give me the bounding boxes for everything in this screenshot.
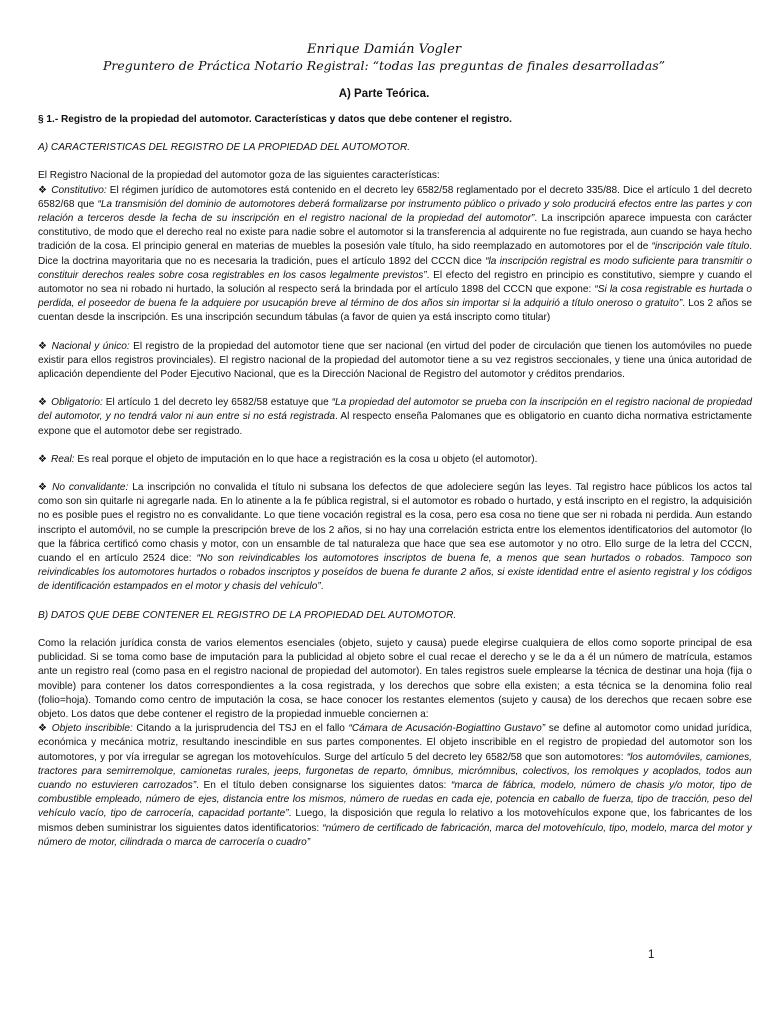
item-quote: “La transmisión del dominio de automotores deberá formalizarse por instrumento público o privado y solo producirá efectos entre las partes y con relación a terceros desde la fecha de su inscripción en el registro nacional de la propiedad del automotor” bbox=[38, 198, 752, 225]
item-text: . Luego, la disposición que regula lo relativo a los motovehículos expone que, los fabricantes de los mismos deben suministrar los siguientes datos identificatorios: bbox=[38, 808, 752, 834]
subsection-b-intro: Como la relación jurídica consta de varios elementos esenciales (objeto, sujeto y causa) puede elegirse cualquiera de ellos como soporte principal de esa publicidad. Si se toma como base de imputación para la publicidad al objeto sobre el cual recae el derecho y se le da a él un número de matrícula, estamos ante un registro real (como pasa en el registro nacional de propiedad del automotor). En tales registros suele emplearse la técnica de destinar una hoja (fija o movible) para contener los datos correspondientes a la cosa registrada, y los derechos que sobre ella existen; a esta técnica se la denomina folio real (folio=hoja). Tomando como centro de imputación la cosa, se hace conocer los restantes elementos (sujeto y causa) de los derechos que recaen sobre ese objeto. Los datos que debe contener el registro de la propiedad inmueble conciernen a: bbox=[38, 637, 752, 720]
item-quote: “No son reivindicables los automotores inscriptos de buena fe, a menos que sean hurtados o robados. Tampoco son reivindicables los automotores hurtados o robados inscriptos y poseídos de buena fe durante 2 años, si existe identidad entre el asiento registral y los códigos de identificación estampados en el motor y chasis del vehículo” bbox=[38, 553, 752, 593]
item-quote: “Si la cosa registrable es hurtada o perdida, el poseedor de buena fe la adquiere por usucapión breve al término de dos años sin importar si la adquirió a título oneroso o gratuito” bbox=[38, 284, 753, 310]
item-text: La inscripción no convalida el título ni subsana los defectos de que adoleciere según las leyes. Tal registro hace públicos los actos tal como son sin quitarle ni agregarle nada. En lo atinente a la fe pública registral, si el automotor es robado o hurtado, y está inscripto en el registro, la adquisición no es posible pues el registro no es convalidante. Lo que tiene vocación registral es la cosa, pero esa cosa no tiene que ser ni robada ni perdida. Aun estando inscripto el automóvil, no se cumple la prescripción breve de los 2 años, si no hay una correlación estricta entre los elementos identificatorios del automotor (lo que la fábrica certificó como chasis y motor, con un ensamble de tal naturaleza que hace que sea ese automotor y no otro. Ello surge de la letra del CCCN, cuando el en artículo 2524 dice: bbox=[38, 482, 752, 565]
item-text: se define al automotor como unidad jurídica, económica y mecánica motriz, resultando inescindible en sus partes componentes. El objeto inscribible en el registro de propiedad del automotor son los automotores, y por vía irregular se agregan los motovehículos. Surge del artículo 5 del decreto ley 6582/58 que son automotores: bbox=[38, 723, 753, 763]
bullet-diamond-icon: ❖ bbox=[38, 397, 48, 409]
list-item-obligatorio bbox=[38, 396, 752, 439]
item-term: Objeto inscribible: bbox=[51, 723, 133, 735]
bullet-diamond-icon: ❖ bbox=[38, 340, 48, 352]
item-quote: “la inscripción registral es modo suficiente para transmitir o constituir derechos reales sobre cosa registrables en los casos legalmente previstos” bbox=[38, 255, 752, 281]
item-text: . Dice la doctrina mayoritaria que no es necesaria la tradición, pues el artículo 1892 del CCCN dice bbox=[38, 241, 753, 267]
subsection-b-title: B) DATOS QUE DEBE CONTENER EL REGISTRO DE LA PROPIEDAD DEL AUTOMOTOR. bbox=[38, 609, 457, 621]
item-quote: “Cámara de Acusación-Bogiattino Gustavo” bbox=[348, 723, 546, 735]
item-term: Real: bbox=[50, 453, 75, 465]
bullet-diamond-icon: ❖ bbox=[38, 723, 48, 735]
item-text: . Los 2 años se cuentan desde la inscripción. Es una inscripción secundum tábulas (a favor de quien ya está inscripto como titular) bbox=[38, 298, 752, 324]
item-quote: “marca de fábrica, modelo, número de chasis y/o motor, tipo de combustible empleado, número de ejes, distancia entre los mismos, número de ruedas en cada eje, potencia en caballo de fuerza, tipo de tracción, peso del vehículo vacío, tipo de carrocería, capacidad portante” bbox=[38, 779, 752, 820]
item-term: Nacional y único: bbox=[51, 340, 130, 352]
item-term: Constitutivo: bbox=[51, 184, 107, 196]
document-subtitle: Preguntero de Práctica Notario Registral: “todas las preguntas de finales desarrolladas” bbox=[102, 58, 666, 73]
item-text: El régimen jurídico de automotores está contenido en el decreto ley 6582/58 reglamentado por el decreto 335/88. Dice el artículo 1 del decreto 6582/68 que bbox=[38, 184, 752, 210]
part-heading: A) Parte Teórica. bbox=[338, 88, 430, 100]
item-term: Obligatorio: bbox=[51, 397, 103, 409]
subsection-a-title: A) CARACTERISTICAS DEL REGISTRO DE LA PROPIEDAD DEL AUTOMOTOR. bbox=[38, 142, 411, 154]
item-text: . bbox=[320, 581, 324, 593]
item-text: El artículo 1 del decreto ley 6582/58 estatuye que bbox=[102, 397, 332, 409]
item-text: . El efecto del registro en principio es constitutivo, siempre y cuando el automotor no sea ni robado ni hurtado, la solución al respecto será la brindada por el artículo 1898 del CCCN que expone: bbox=[38, 269, 752, 296]
bullet-diamond-icon: ❖ bbox=[38, 482, 49, 494]
list-item-real bbox=[38, 453, 752, 467]
item-quote: “número de certificado de fabricación, marca del motovehículo, tipo, modelo, marca del motor y número de motor, cilindrada o marca de carrocería o cuadro” bbox=[38, 822, 752, 848]
list-item-nacional bbox=[38, 340, 752, 383]
document-body bbox=[38, 113, 752, 864]
list-item-constitutivo bbox=[38, 184, 752, 326]
item-quote: “inscripción vale título bbox=[651, 241, 750, 253]
item-term: No convalidante: bbox=[52, 482, 129, 494]
item-quote: “La propiedad del automotor se prueba con la inscripción en el registro nacional de propiedad del automotor, y no tendrá valor ni aun entre si no está registrada bbox=[38, 397, 753, 423]
subsection-a-intro: El Registro Nacional de la propiedad del automotor goza de las siguientes características: bbox=[38, 170, 440, 182]
item-text: . En el título deben consignarse los siguientes datos: bbox=[196, 779, 451, 791]
item-text: . La inscripción aparece impuesta con carácter constitutivo, de modo que el derecho real no existe para nadie sobre el automotor si la transferencia al adquirente no fue registrada, aun cuando se haya hecho tradición de la cosa. El principio general en materias de muebles la posesión vale título, ha sido reemplazado en automotores por el de bbox=[38, 213, 752, 253]
item-text: El registro de la propiedad del automotor tiene que ser nacional (en virtud del poder de circulación que tienen los automóviles no puede existir para ellos registros provinciales). El registro nacional de la propiedad del automotor tiene a su vez registros seccionales, y tiene una única autoridad de aplicación dependiente del Poder Ejecutivo Nacional, que es la Dirección Nacional de Registro del automotor y créditos prendarios. bbox=[38, 340, 752, 381]
document-author: Enrique Damián Vogler bbox=[306, 42, 462, 57]
bullet-diamond-icon: ❖ bbox=[38, 184, 48, 196]
bullet-diamond-icon: ❖ bbox=[38, 453, 47, 465]
item-text: Citando a la jurisprudencia del TSJ en el fallo bbox=[132, 723, 349, 735]
item-quote: “los automóviles, camiones, tractores para semirremolque, camionetas rurales, jeeps, furgonetas de reparto, ómnibus, micrómnibus, colectivos, los remolques y acoplados, todos aun cuando no estuvieren carrozados” bbox=[38, 751, 752, 791]
section-title: § 1.- Registro de la propiedad del automotor. Características y datos que debe contener el registro. bbox=[38, 114, 512, 125]
item-text: . Al respecto enseña Palomanes que es obligatorio en cuanto dicha normativa estrictamente expone que el automotor debe ser registrado. bbox=[38, 411, 752, 437]
item-text: Es real porque el objeto de imputación en lo que hace a registración es la cosa u objeto (el automotor). bbox=[74, 453, 538, 465]
list-item-no-convalidante bbox=[38, 481, 752, 595]
page-number: 1 bbox=[648, 949, 655, 961]
list-item-objeto-inscribible bbox=[38, 722, 752, 850]
